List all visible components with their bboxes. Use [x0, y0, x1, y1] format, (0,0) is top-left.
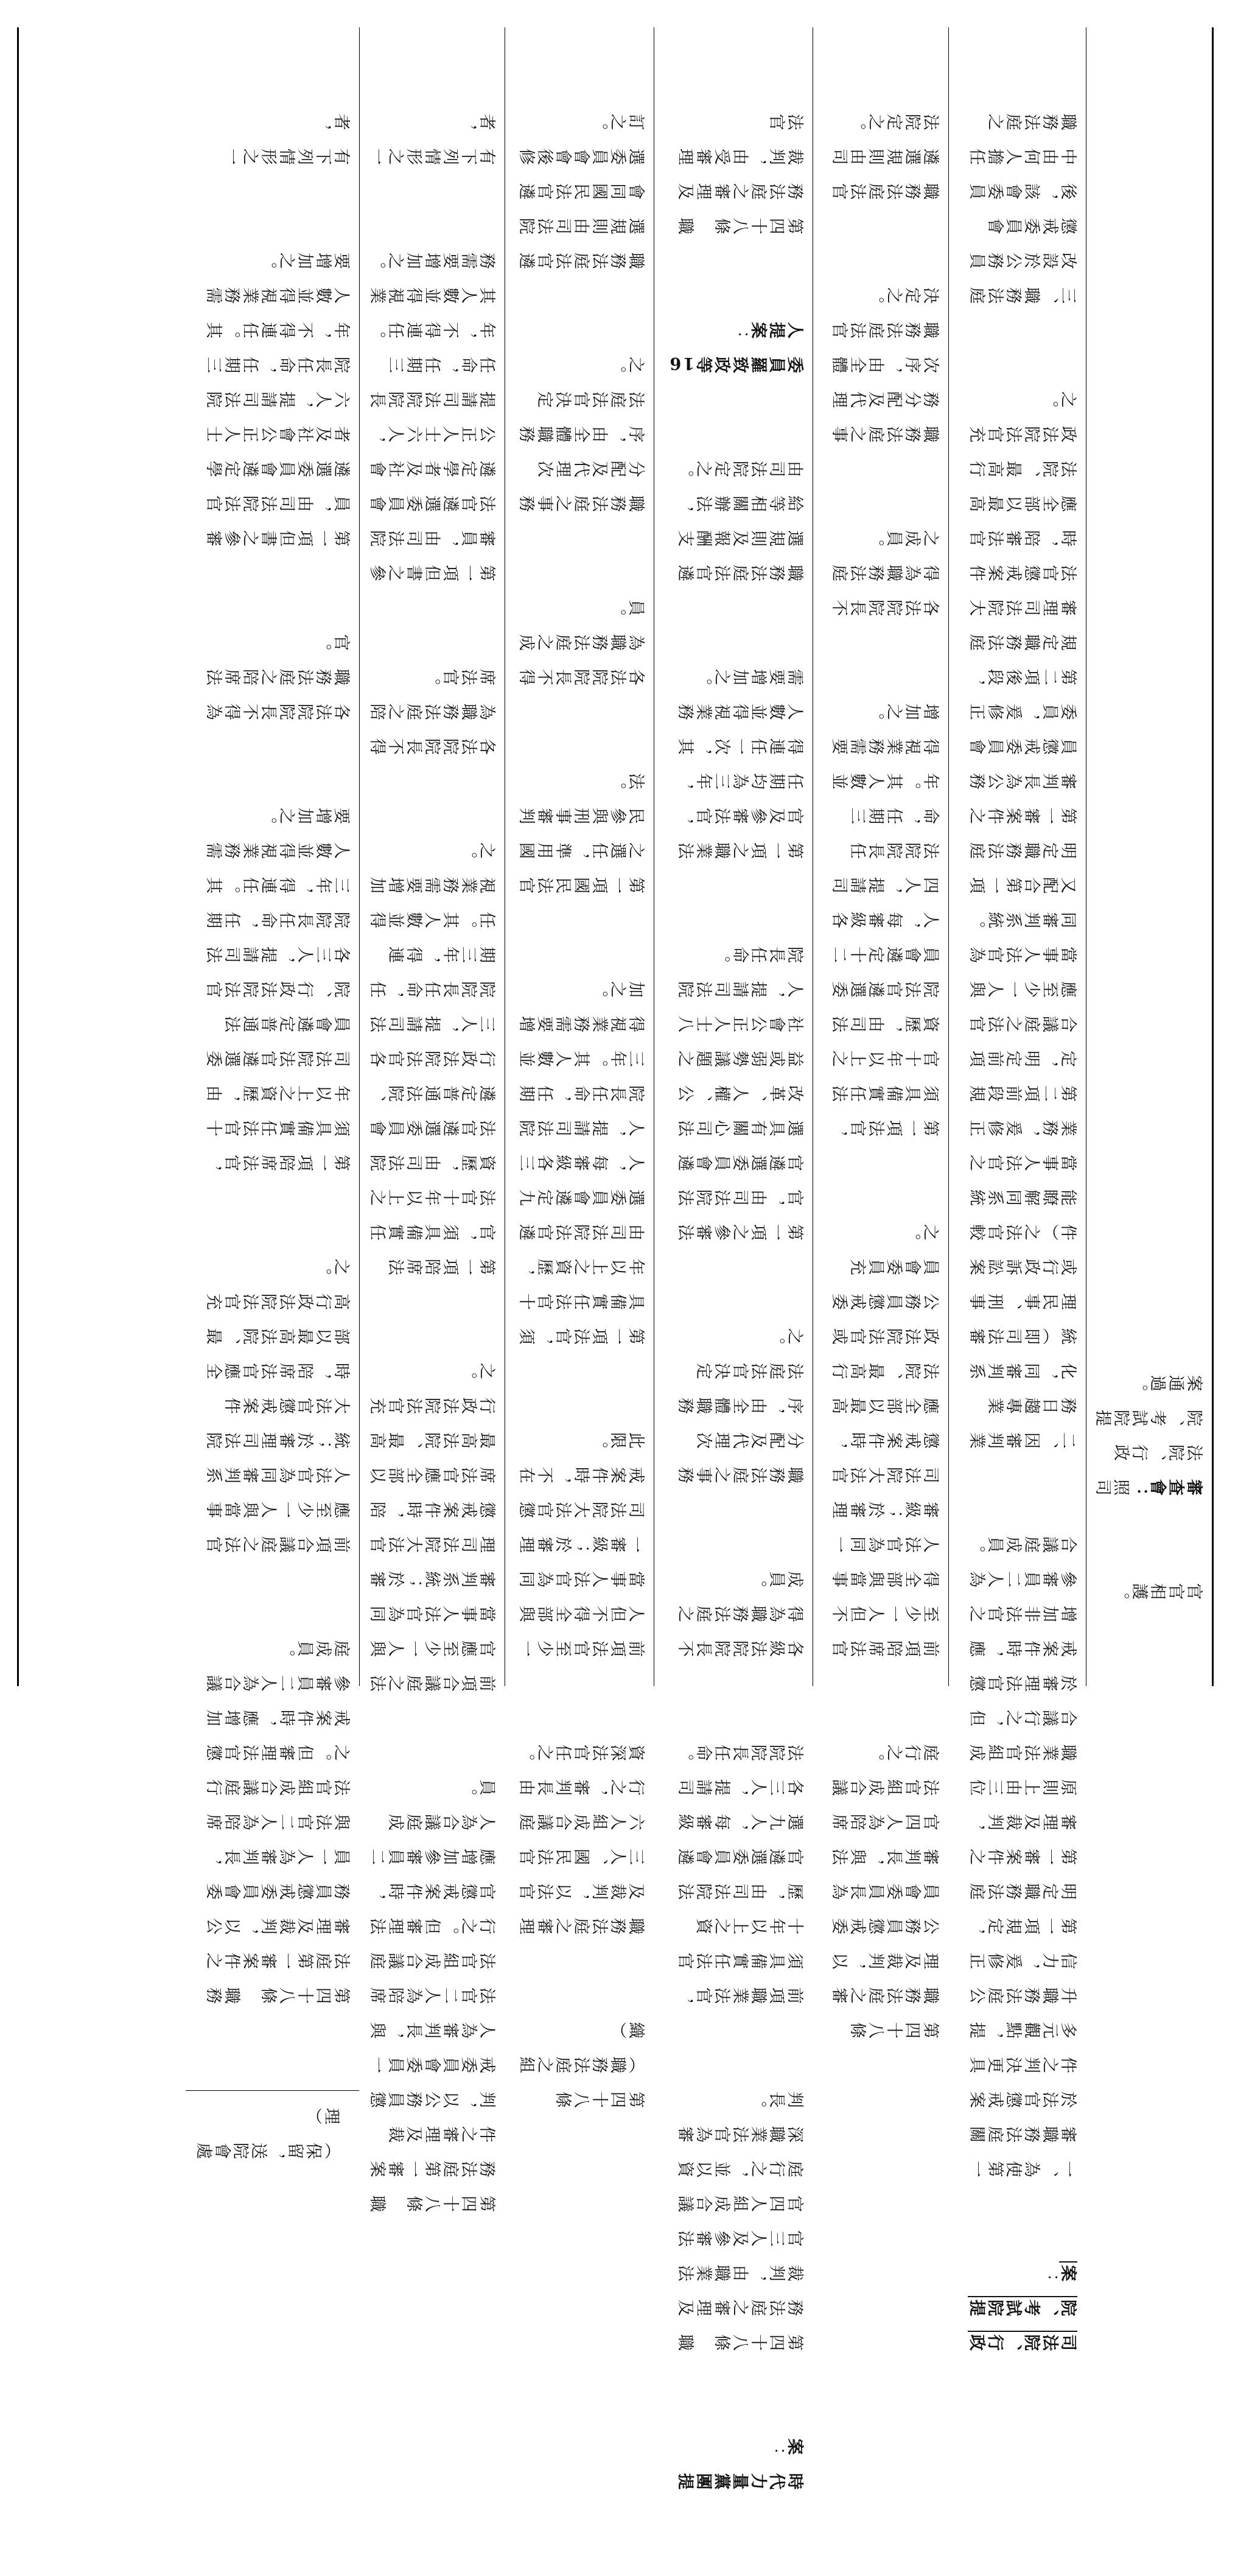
paragraph: 職務法庭法官遴選規則由司法院定之。	[830, 111, 940, 199]
paragraph: 前項合議庭之法官應至少一人與當事人法官為同審判系統；於審理司法院大法官懲戒案件時，陪席法官應全部以最高法院、最高行政法院法官充之。	[368, 1360, 496, 1691]
table-row-review-result	[1086, 27, 1212, 1686]
paragraph	[660, 311, 804, 380]
paragraph: 前項陪席法官至少一人但不得全部與當事人法官為同一審級；於審理司法院大法官懲戒案件時，應全部以最高法院、最高行政法院法官或公務員懲戒委員會委員充之。	[830, 1221, 940, 1656]
paragraph-text: ：	[768, 2435, 786, 2454]
paragraph: 職務法庭法官遴選規則由司法院會同國民法官遴選委員會會後修訂之。	[517, 111, 645, 268]
table-row-reserved	[186, 27, 359, 2158]
comparison-table	[17, 27, 1214, 2489]
row-content	[1086, 27, 1212, 1686]
paragraph: 各法院院長不得為職務法庭之成員。	[517, 597, 645, 685]
paragraph: 二、因審判業務日趨專業化，同審判系統（即司法審理民事、刑事或行政訴訟案件）之法官較能瞭解同系統當事人法官之業務，爰修正第二項前段規定，明定前項合議庭之法官應至少一人與當事人法官為同審判系統。又配合第一項明定職務法庭第一審案件之審判長為公務員懲戒委員會委員，爰修正第二項後段，規定職務法庭審理司法院大法官懲戒案件時，陪審法官應全部以最高法院、最高行政法院法官充之。	[968, 388, 1077, 1448]
paragraph	[1093, 1364, 1203, 1503]
paragraph	[955, 2254, 1077, 2358]
paragraph: 有下列情形之一者，	[368, 111, 496, 164]
row-content	[813, 27, 948, 2125]
paragraph-label: 時代力量黨團提案	[676, 2435, 804, 2489]
paragraph: 職務法庭之事務分配及代理次序，由全體職務法庭法官決定之。	[676, 1325, 804, 1483]
paragraph: 有下列情形之一者，	[223, 111, 351, 164]
paragraph: 第一項之職業法官及參審法官，任期均為三年，得連任一次，其人數並得視業務需要增加之。	[676, 666, 804, 858]
paragraph-label: 審查會：	[1130, 1476, 1203, 1495]
row-content	[360, 27, 505, 2298]
table-row-explanation	[948, 27, 1086, 2350]
paragraph: 第四十八條 職務法庭之審理及裁判，以公務員懲戒委員會委員長為審判長，與法官四人為陪席法官組成合議庭行之。	[830, 1741, 940, 2038]
paragraph-text: ：	[1041, 2262, 1059, 2281]
paragraph: 各法院院長不得為職務法庭之陪席法官。	[205, 631, 351, 719]
paragraph: 第四十八條 職務法庭第一審案件之審理及裁判，以公務員懲戒委員會委員一人為審判長，與法官二人為陪席法官組成合議庭行之。但審理法官懲戒案件時，應增加參審員二人為合議庭成員。	[368, 1776, 496, 2211]
paragraph: 第一項法官，須具備實任法官十年以上之資歷，由司法院法官遴選委員會遴定九人，每審級各三人，提請司法院院長任命，任期三年。其人數並得視業務需要增加之。	[517, 978, 645, 1344]
row-header-cell	[186, 2090, 359, 2176]
paragraph	[660, 2427, 804, 2497]
paragraph: 各法院院長不得為職務法庭之陪席法官。	[368, 666, 496, 754]
row-content	[186, 27, 359, 2090]
paragraph-text: 照司法院、行政院、考試院提案通過。	[1094, 1372, 1203, 1495]
paragraph-label: 委員羅致政等16人提案	[668, 319, 804, 373]
table-row-current-law	[813, 27, 948, 2038]
paragraph: 職務法庭之審理及裁判，以法官三人、國民法官六人組成合議庭行之，審判長由資深法官任之。	[517, 1741, 645, 1934]
paragraph: 第一項之參審法官，由司法院法官遴選委員會遴選具有關心司法改革、人權、公益或弱勢議題之社會公正人士八人，提請司法院院長任命。	[676, 943, 804, 1240]
paragraph: 第一項陪席法官，須具備實任法官十年以上之資歷，由司法院法官遴選委員會遴定普通法院、行政法院法官各三人，提請司法院院長任命，任期三年，得連任。其人數並得視業務需要增加之。	[368, 839, 496, 1275]
paragraph: 第一項法官，須具備實任法官十年以上之資歷，由司法院法官遴選委員會遴定十二人，每審級各四人，提請司法院院長任命，任期三年。其人數並得視業務需要增加之。	[830, 701, 940, 1136]
row-content	[654, 27, 813, 2576]
paragraph: 各法院院長不得為職務法庭之成員。	[830, 527, 940, 615]
paragraph: 職務法庭之事務分配及代理次序，由全體職務法庭法官決定之。	[517, 354, 645, 511]
table-row-proposal-judicial-yuan	[359, 27, 505, 2211]
paragraph: 一、為使第一審職務法庭關於法官懲戒案件之判決更具多元觀點，提升職務法庭公信力，爰修正第一項規定，明定職務法庭第一審案件之審理及裁判，原則上由三位職業法官組成合議行之，但於審理法官懲戒案件時，應增加非法官之參審員二人為合議庭成員。	[968, 1533, 1077, 2177]
paragraph: 第一項國民法官之選任，準用國民參與刑事審判法。	[517, 770, 645, 893]
paragraph: 第四十八條 職務法庭之審理及裁判，由受審理法官	[676, 111, 804, 234]
paragraph: 職務法庭之事務分配及代理次序，由全體職務法庭法官決定之。	[830, 284, 940, 442]
row-content	[505, 27, 654, 2194]
paragraph: 職務法庭法官遴選規則及報酬支給等相關辦法，由司法院定之。	[676, 458, 804, 581]
row-content	[949, 27, 1086, 2437]
paragraph: 前項合議庭之法官應至少一人與當事人法官為同審判系統；於審理司法院大法官懲戒案件時，陪席法官應全部以最高法院、最高行政法院法官充之。	[205, 1256, 351, 1552]
paragraph: 各級法院院長不得為職務法庭之成員。	[676, 1568, 804, 1656]
paragraph: 第一項但書之參審員，由司法院法官遴選委員會遴定學者及社會公正人士六人，提請司法院院長任命，任期三年，不得連任。其人數並得視業務需要增加之。	[205, 250, 351, 546]
paragraph: 官官相護。	[1112, 1580, 1203, 1599]
paragraph-label: 司法院、行政院、考試院提案	[968, 2262, 1077, 2350]
paragraph-text: ：	[731, 319, 749, 338]
row-split	[186, 27, 359, 2158]
paragraph: 第一項陪席法官，須具備實任法官十年以上之資歷，由司法院法官遴選委員會遴定普通法院、行政法院法官各三人，提請司法院院長任命，任期三年，得連任。其人數並得視業務需要增加之。	[205, 805, 351, 1171]
paragraph: 前項法官至少一人但不得全部與當事人法官為同一審級；於審理司法院大法官懲戒案件時，不在此限。	[517, 1429, 645, 1656]
paragraph: 第四十八條 （職務法庭之組織）	[517, 2019, 645, 2107]
paragraph: 前項職業法官，須具備實任法官十年以上之資歷，由司法院法官遴選委員會遴選九人，每審級各三人，提請司法院院長任命。	[676, 1741, 804, 2003]
paragraph: 三、職務法庭改設於公務員懲戒委員會後，該會委員中由何人擔任職務法庭之	[968, 111, 1077, 303]
paragraph: 第四十八條 職務法庭之審理及裁判，由職業法官三人及參審法官四人組成合議庭行之，並以資深職業法官為審判長。	[676, 2088, 804, 2350]
table-row-party-proposals	[654, 27, 813, 2489]
row-header: （保留，送院會處理）	[195, 2105, 341, 2158]
table-row-proposal-citizen-judges	[505, 27, 654, 2107]
paragraph: 第四十八條 職務法庭第一審案件之審理及裁判，以公務員懲戒委員會委員一人為審判長，與法官二人為陪席法官組成合議庭行之。但審理法官懲戒案件時，應增加參審員二人為合議庭成員。	[205, 1637, 351, 2003]
paragraph: 第一項但書之參審員，由司法院法官遴選委員會遴定學者及社會公正人士六人，提請司法院院長任命，任期三年，不得連任。其人數並得視業務需要增加之。	[368, 250, 496, 581]
